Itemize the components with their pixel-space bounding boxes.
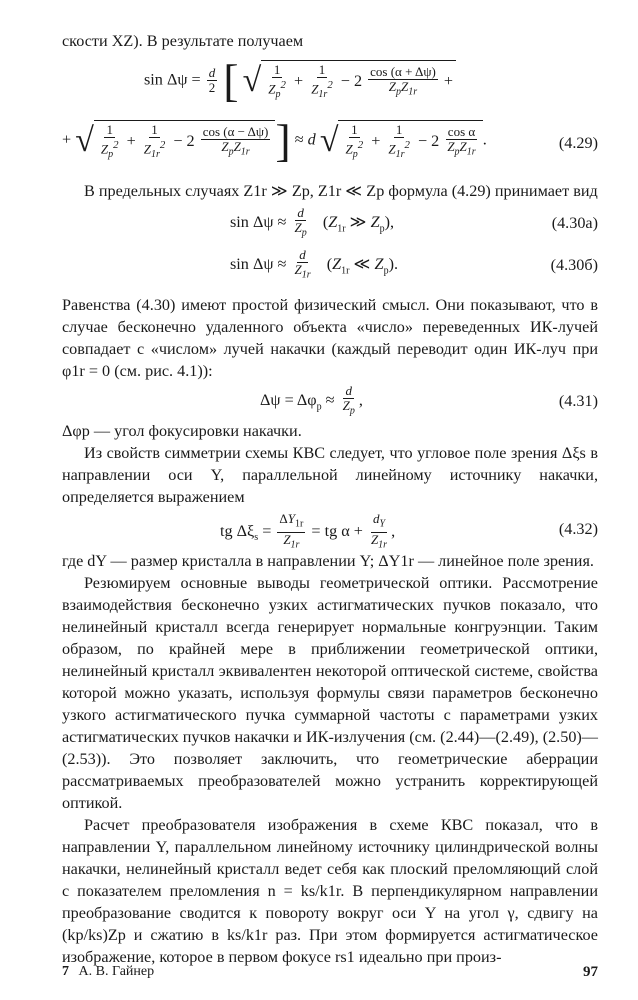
where-note: где dY — размер кристалла в направлении Y; ΔY1r — линейное поле зрения.	[62, 552, 594, 570]
author-name: А. В. Гайнер	[78, 964, 155, 979]
page-footer	[62, 964, 598, 980]
equation-4-30b: sin Δψ ≈ $\frac{d}{Z_{1r}}$ ($Z_{1r}$ ≪ $Z_p$). (4.30б)	[230, 247, 598, 281]
equation-number-4-32: (4.32)	[558, 520, 598, 538]
paragraph-summary: Резюмируем основные выводы геометрической оптики. Рассмотрение взаимодействия бесконечно узких астигматических пучков показало, что нелинейный кристалл всегда генерирует нормальные конгруэнции. Таким образом, по крайней мере в приближении геометрической оптики, нелинейный кристалл эквивалентен некоторой оптической системе, свойства которой можно указать, используя формулы связи параметров бесконечно узкого астигматического пучка суммарной частоты с параметрами узких астигматических пучков накачки и ИК-излучения (см. (2.44)—(2.49), (2.50)—(2.53)). Это позволяет заключить, что геометрические аберрации рассматриваемых преобразователей можно устранить корректирующей оптикой.	[62, 574, 598, 812]
paragraph-symmetry: Из свойств симметрии схемы КВС следует, что угловое поле зрения Δξs в направлении оси Y, параллельной линейному источнику накачки, определяется выражением	[62, 444, 598, 506]
equation-4-32: tg $\Delta\xi_s$ = $\frac{\Delta Y_{1r}}{Z_{1r}}$ = tg α + $\frac{d_Y}{Z_{1r}}$ , (4.32)	[220, 511, 598, 551]
paragraph-calculation: Расчет преобразователя изображения в схеме КВС показал, что в направлении Y, параллельном линейному источнику цилиндрической волны накачки, нелинейный кристалл ведет себя как плоский преломляющий слой с показателем преломления n = ks/k1r. В перпендикулярном направлении преобразование сводится к повороту вокруг оси Y на угол γ, сдвигу на (kp/ks)Zp и сжатию в ks/k1r раз. При этом формируется астигматическое изображение, которое в первом фокусе rs1 идеально при произ-	[62, 816, 598, 966]
equation-4-29-line2: + √ $\frac{1}{Z_p^2}$ + $\frac{1}{Z_{1r}^2}$ − 2 $\frac{\cos (\alpha - \Delta\psi)}{Z_pZ_{1r}}$ ] ≈ d √ $\frac{1}{Z_p^2}$ + $\frac{1}{Z_{1r}^2}$ − 2 $\frac{\text{cos α}}{Z_pZ_{1r}}$ . (4.29)	[62, 114, 598, 166]
top-line: скости XZ). В результате получаем	[62, 32, 304, 50]
equation-number-4-30b: (4.30б)	[550, 256, 598, 274]
equation-number-4-31: (4.31)	[558, 392, 598, 410]
phi-note: Δφp — угол фокусировки накачки.	[62, 422, 302, 440]
equation-number-4-30a: (4.30а)	[551, 214, 598, 232]
equation-4-30a: sin Δψ ≈ $\frac{d}{Z_p}$ ($Z_{1r}$ ≫ $Z_p$), (4.30а)	[230, 205, 598, 239]
equation-4-31: $\Delta\psi = \Delta\varphi_p$ ≈ $\frac{d}{Z_p}$ , (4.31)	[260, 383, 598, 417]
page-content	[62, 30, 598, 968]
equation-number-4-29: (4.29)	[558, 134, 598, 152]
page-number: 97	[583, 964, 598, 980]
equation-4-29-line1: sin Δψ = $\frac{d}{2}$ [ √ $\frac{1}{Z_p^2}$ + $\frac{1}{Z_{1r}^2}$ − 2 $\frac{\cos (\alpha + \Delta\psi)}{Z_pZ_{1r}}$ +	[62, 56, 598, 114]
paragraph-intro-4-30: В предельных случаях Z1r ≫ Zp, Z1r ≪ Zp формула (4.29) принимает вид	[84, 182, 598, 200]
signature-number: 7	[62, 964, 69, 979]
paragraph-equalities: Равенства (4.30) имеют простой физический смысл. Они показывают, что в случае бесконечно удаленного объекта «число» переведенных ИК-лучей совпадает с «числом» лучей накачки (каждый переводит один ИК-луч при φ1r = 0 (см. рис. 4.1)):	[62, 296, 598, 380]
